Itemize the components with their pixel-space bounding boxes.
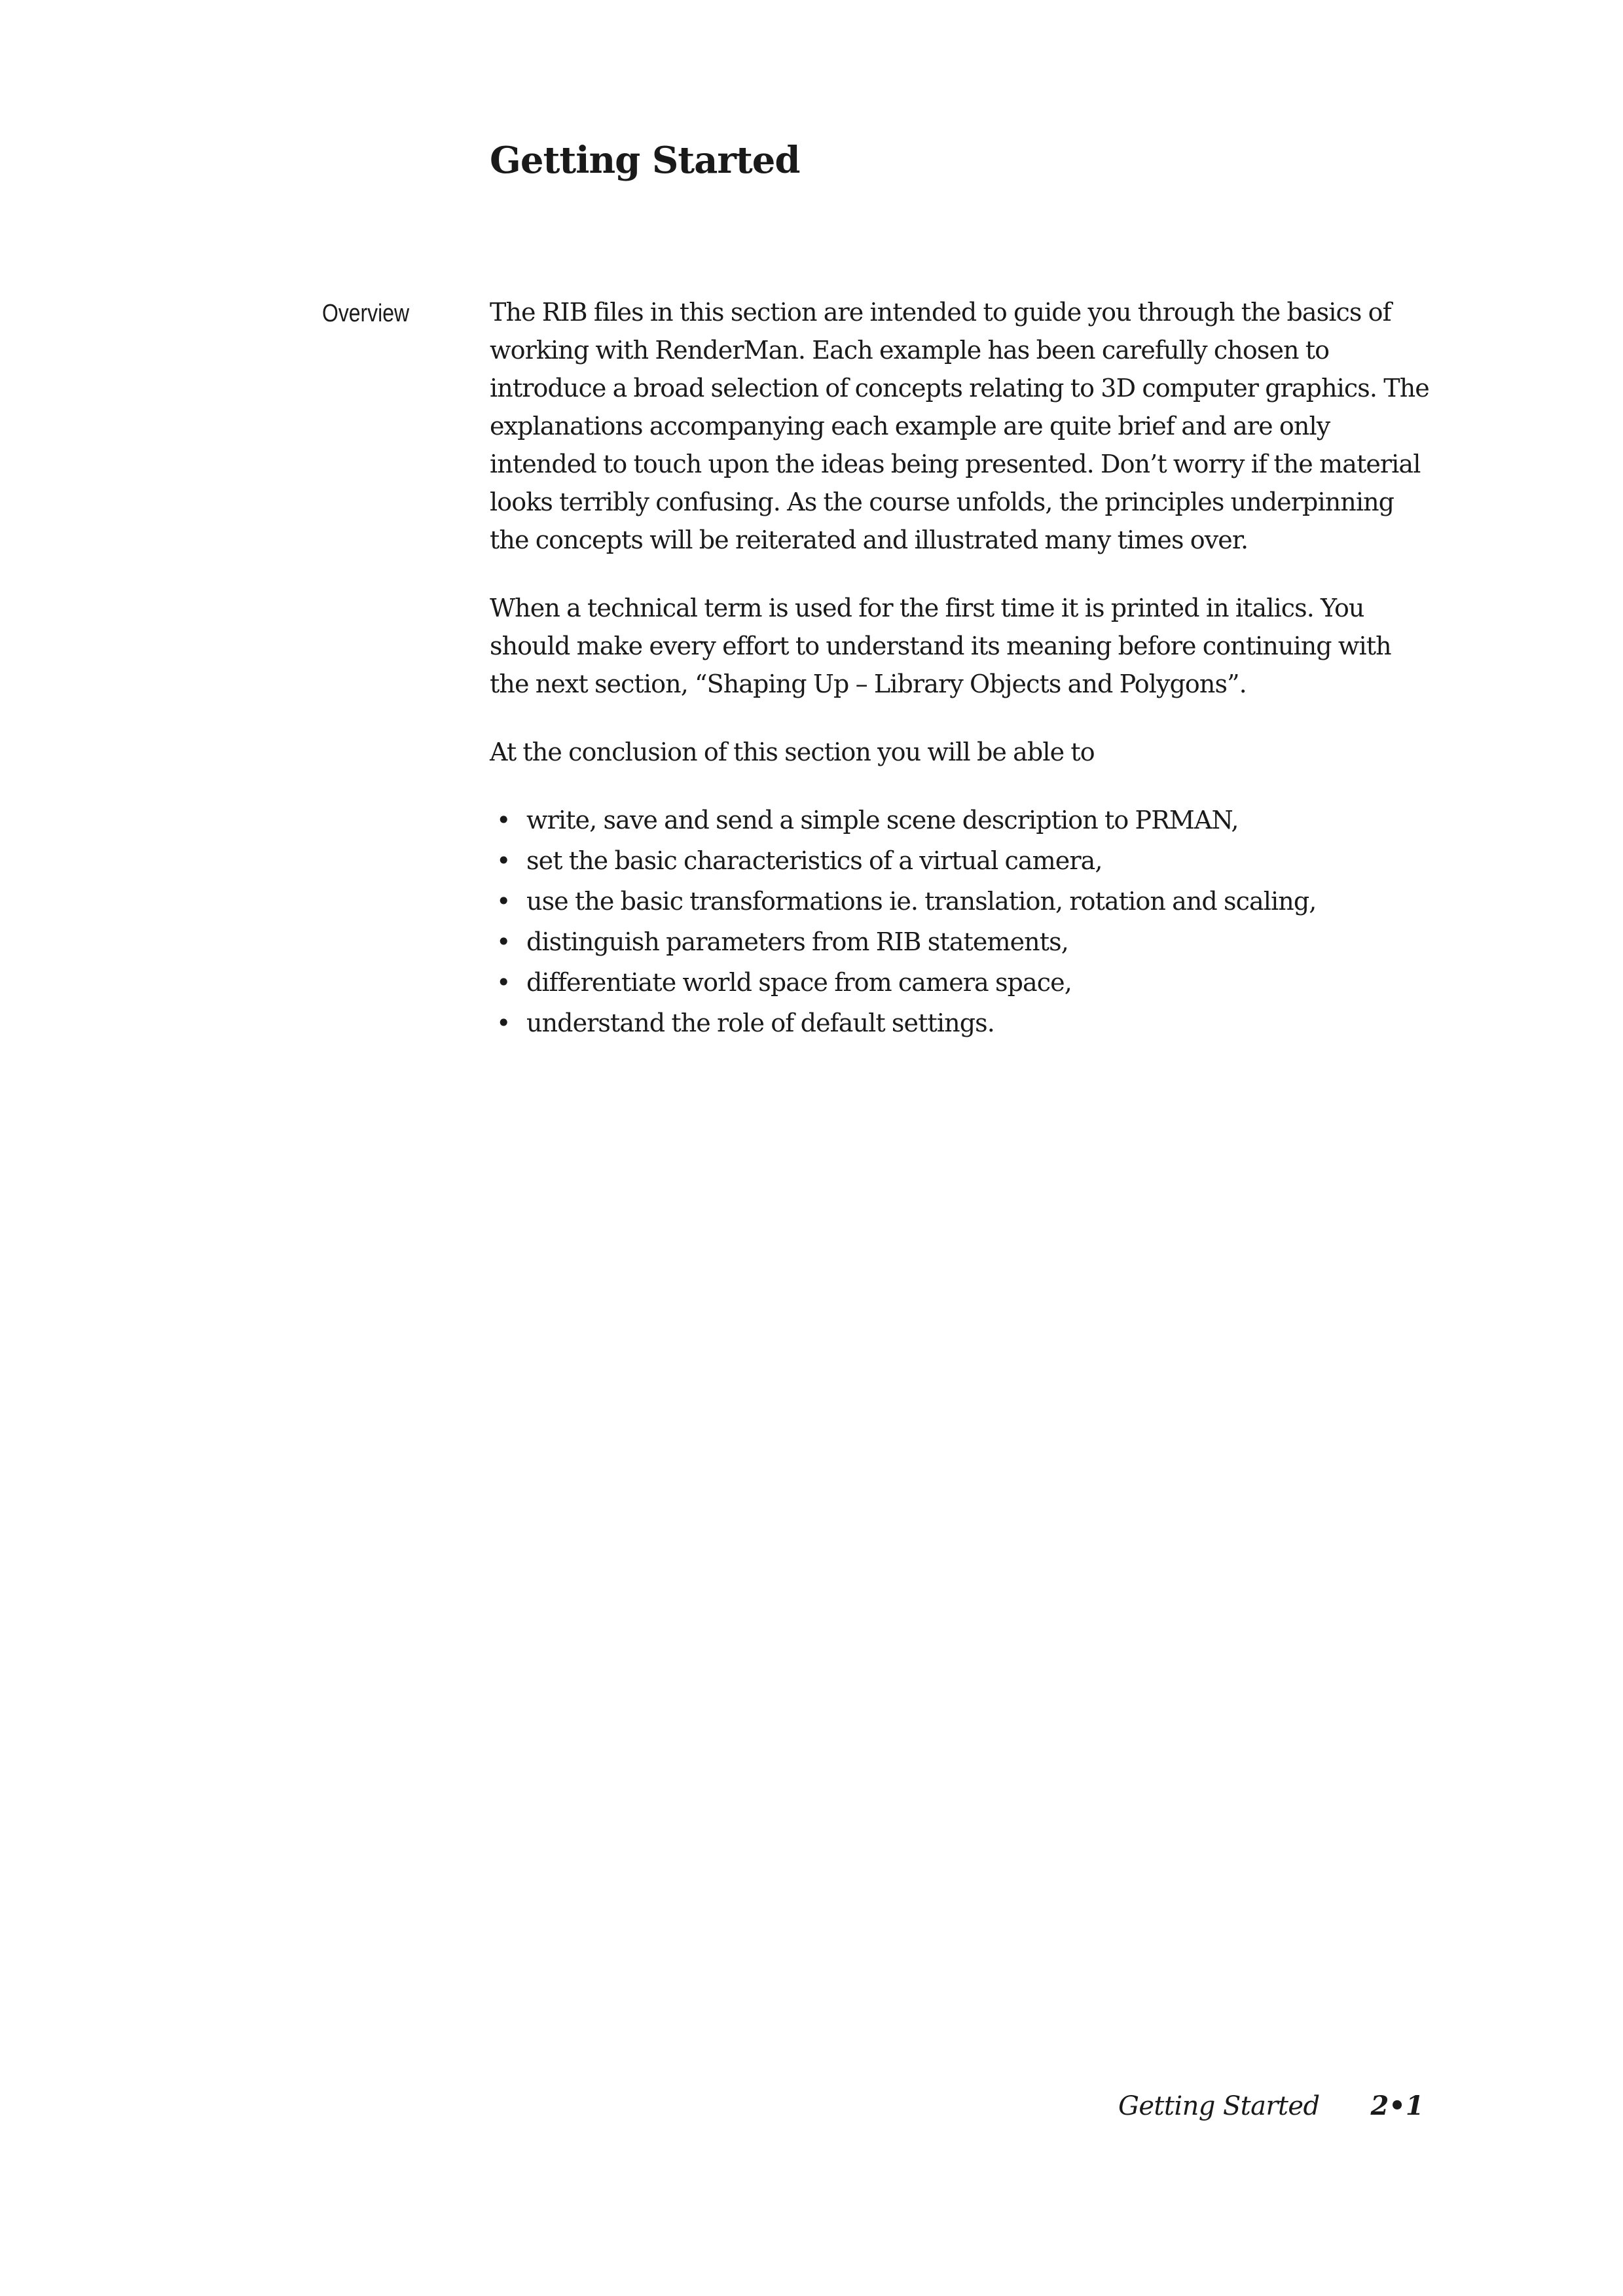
section-side-label: Overview <box>322 300 410 327</box>
paragraph-overview <box>490 293 1432 559</box>
paragraph-conclusion-intro <box>490 733 1432 771</box>
text-line: introduce a broad selection of concepts relating to 3D computer graphics. The <box>490 374 1429 403</box>
page-title: Getting Started <box>490 139 800 182</box>
body-text <box>490 293 1432 1045</box>
list-item: • differentiate world space from camera space, <box>490 963 1432 1004</box>
footer-section-title: Getting Started <box>1118 2091 1320 2121</box>
text-line: The RIB files in this section are intended to guide you through the basics of <box>490 298 1391 327</box>
text-line: intended to touch upon the ideas being presented. Don’t worry if the material <box>490 450 1421 478</box>
text-line: the next section, “Shaping Up – Library Objects and Polygons”. <box>490 670 1247 698</box>
objectives-list <box>490 801 1432 1045</box>
text-line: When a technical term is used for the first time it is printed in italics. You <box>490 594 1364 622</box>
text-line: should make every effort to understand its meaning before continuing with <box>490 632 1391 660</box>
paragraph-technical-terms <box>490 589 1432 703</box>
text-line: At the conclusion of this section you will be able to <box>490 738 1095 766</box>
list-item: • write, save and send a simple scene description to PRMAN, <box>490 801 1432 842</box>
text-line: the concepts will be reiterated and illustrated many times over. <box>490 526 1249 554</box>
page-footer <box>1118 2088 1424 2125</box>
text-line: working with RenderMan. Each example has been carefully chosen to <box>490 336 1330 365</box>
page-number: 2•1 <box>1370 2090 1424 2121</box>
list-item: • understand the role of default settings. <box>490 1004 1432 1045</box>
text-line: looks terribly confusing. As the course unfolds, the principles underpinning <box>490 488 1395 516</box>
list-item: • use the basic transformations ie. translation, rotation and scaling, <box>490 882 1432 923</box>
text-line: explanations accompanying each example are quite brief and are only <box>490 412 1330 440</box>
list-item: • set the basic characteristics of a virtual camera, <box>490 842 1432 882</box>
list-item: • distinguish parameters from RIB statements, <box>490 923 1432 963</box>
